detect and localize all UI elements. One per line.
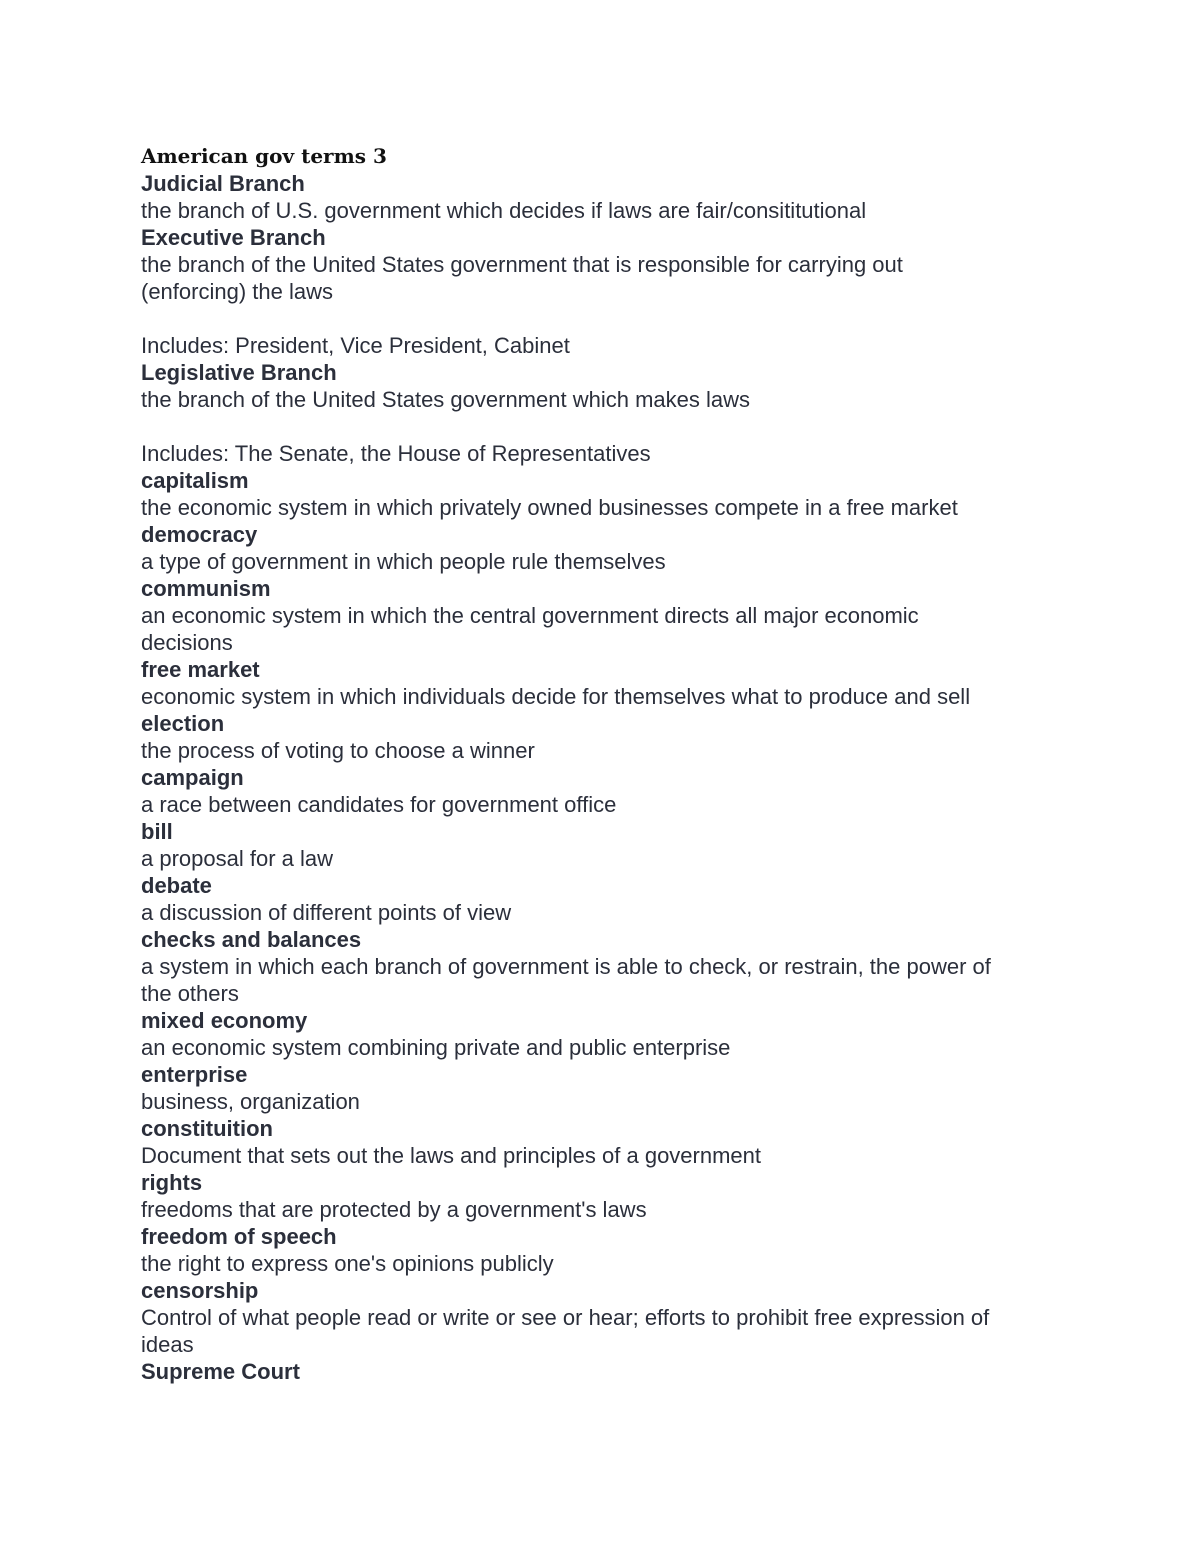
term: free market	[141, 657, 260, 682]
term-entry	[141, 1007, 1071, 1061]
definition: Document that sets out the laws and principles of a government	[141, 1143, 762, 1168]
term-entry	[141, 1115, 1071, 1169]
term-entry	[141, 872, 1071, 926]
term-entry	[141, 224, 1071, 359]
term: rights	[141, 1170, 203, 1195]
term: constituition	[141, 1116, 273, 1141]
term-entry	[141, 926, 1071, 1007]
definition: the branch of the United States government which makes laws Includes: The Senate, the House of Representatives	[141, 387, 750, 466]
definition: the branch of U.S. government which decides if laws are fair/consititutional	[141, 198, 867, 223]
term-entry	[141, 710, 1071, 764]
document-title: American gov terms 3	[141, 144, 387, 168]
term: communism	[141, 576, 271, 601]
term-entry	[141, 170, 1071, 224]
term-entry	[141, 1223, 1071, 1277]
definition: the right to express one's opinions publicly	[141, 1251, 554, 1276]
definition: business, organization	[141, 1089, 360, 1114]
term: Supreme Court	[141, 1359, 300, 1384]
document-page	[141, 143, 1071, 1385]
definition: a type of government in which people rule themselves	[141, 549, 666, 574]
term-entry	[141, 575, 1071, 656]
definition: a system in which each branch of government is able to check, or restrain, the power of the others	[141, 954, 991, 1006]
term-entry	[141, 764, 1071, 818]
term: bill	[141, 819, 173, 844]
definition: an economic system combining private and public enterprise	[141, 1035, 731, 1060]
term-entry	[141, 467, 1071, 521]
definition: the economic system in which privately owned businesses compete in a free market	[141, 495, 958, 520]
term: mixed economy	[141, 1008, 308, 1033]
term: campaign	[141, 765, 244, 790]
term: enterprise	[141, 1062, 248, 1087]
term: censorship	[141, 1278, 259, 1303]
definition: a proposal for a law	[141, 846, 333, 871]
definition: a race between candidates for government office	[141, 792, 617, 817]
term-entry	[141, 521, 1071, 575]
term-entry	[141, 1358, 1071, 1385]
term-entry	[141, 656, 1071, 710]
term: checks and balances	[141, 927, 362, 952]
term: election	[141, 711, 225, 736]
term: Legislative Branch	[141, 360, 337, 385]
term: Executive Branch	[141, 225, 326, 250]
term-entry	[141, 1277, 1071, 1358]
term: Judicial Branch	[141, 171, 305, 196]
term-entry	[141, 818, 1071, 872]
definition: an economic system in which the central government directs all major economic decisions	[141, 603, 919, 655]
term: debate	[141, 873, 212, 898]
definition: a discussion of different points of view	[141, 900, 512, 925]
definition: freedoms that are protected by a government's laws	[141, 1197, 647, 1222]
term-entry	[141, 1061, 1071, 1115]
term: capitalism	[141, 468, 249, 493]
term: freedom of speech	[141, 1224, 337, 1249]
term: democracy	[141, 522, 258, 547]
term-list	[141, 170, 1071, 1385]
definition: Control of what people read or write or see or hear; efforts to prohibit free expression of ideas	[141, 1305, 990, 1357]
definition: the branch of the United States government that is responsible for carrying out (enforcing) the laws Includes: President, Vice President, Cabinet	[141, 252, 903, 358]
definition: the process of voting to choose a winner	[141, 738, 535, 763]
term-entry	[141, 359, 1071, 467]
term-entry	[141, 1169, 1071, 1223]
definition: economic system in which individuals decide for themselves what to produce and sell	[141, 684, 971, 709]
